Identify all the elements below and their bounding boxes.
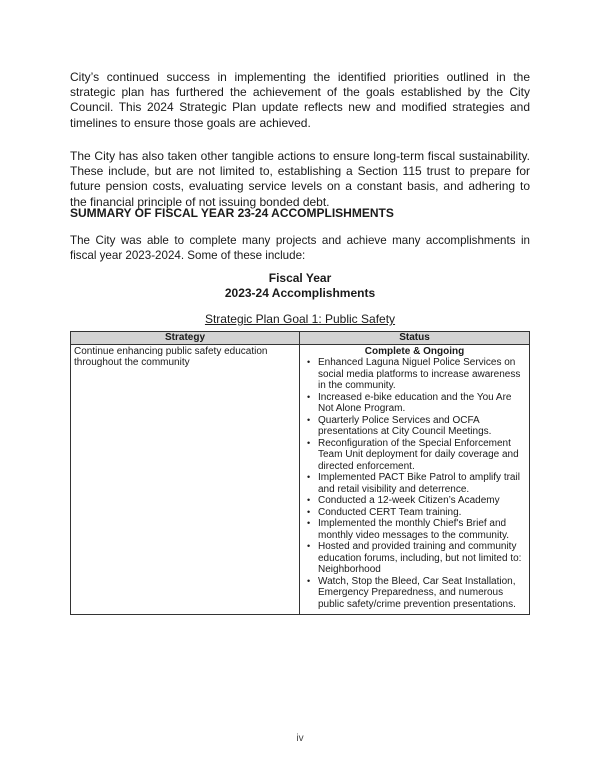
summary-paragraph: The City was able to complete many projects and achieve many accomplishments in fiscal year 2023-2024. Some of these include: bbox=[70, 234, 530, 263]
intro-paragraph-1: City’s continued success in implementing the identified priorities outlined in the strategic plan has furthered the achievement of the goals established by the City Council. This 2024 Strategic Plan update reflects new and modified strategies and timelines to ensure those goals are achieved. bbox=[70, 70, 530, 130]
bullet-icon: • bbox=[307, 391, 311, 402]
accomplishment-list bbox=[303, 357, 526, 610]
list-item bbox=[307, 437, 526, 473]
list-item-text: Hosted and provided training and community education forums, including, but not limited to: Neighborhood bbox=[318, 541, 522, 575]
table-title-line-1: Fiscal Year bbox=[268, 271, 332, 285]
accomplishments-table bbox=[70, 331, 530, 615]
list-item-text: Implemented PACT Bike Patrol to amplify trail and retail visibility and deterrence. bbox=[318, 472, 520, 495]
goal-caption: Strategic Plan Goal 1: Public Safety bbox=[204, 312, 396, 326]
list-item bbox=[307, 414, 526, 438]
section-heading: SUMMARY OF FISCAL YEAR 23-24 ACCOMPLISHMENTS bbox=[70, 206, 394, 220]
list-item-text: Watch, Stop the Bleed, Car Seat Installation, Emergency Preparedness, and numerous public safety/crime prevention presentations. bbox=[318, 575, 516, 610]
table-title-line-2: 2023-24 Accomplishments bbox=[224, 286, 376, 300]
bullet-icon: • bbox=[307, 541, 311, 551]
bullet-icon: • bbox=[307, 437, 311, 448]
bullet-icon: • bbox=[307, 357, 311, 367]
list-item bbox=[307, 575, 526, 611]
column-header-strategy: Strategy bbox=[71, 332, 300, 345]
bullet-icon: • bbox=[307, 414, 311, 425]
list-item bbox=[307, 506, 526, 519]
bullet-icon: • bbox=[307, 472, 311, 482]
page-number: iv bbox=[296, 733, 304, 744]
bullet-icon: • bbox=[307, 575, 311, 586]
table-header-row bbox=[71, 332, 530, 345]
list-item-text: Implemented the monthly Chief's Brief and monthly video messages to the community. bbox=[318, 518, 510, 541]
table-row bbox=[71, 344, 530, 615]
list-item bbox=[307, 541, 526, 576]
list-item-text: Increased e-bike education and the You Are Not Alone Program. bbox=[318, 391, 512, 414]
bullet-icon: • bbox=[307, 506, 311, 517]
list-item-text: Conducted CERT Team training. bbox=[318, 506, 462, 518]
column-header-status: Status bbox=[300, 332, 530, 345]
status-label: Complete & Ongoing bbox=[364, 345, 465, 357]
list-item bbox=[307, 472, 526, 495]
list-item bbox=[307, 495, 526, 507]
intro-paragraph-2: The City has also taken other tangible actions to ensure long-term fiscal sustainability. These include, but are not limited to, establishing a Section 115 trust to prepare for future pension costs, evaluating service levels on a constant basis, and adhering to the financial principle of not issuing bonded debt. bbox=[70, 149, 530, 209]
list-item bbox=[307, 518, 526, 541]
list-item-text: Reconfiguration of the Special Enforcement Team Unit deployment for daily coverage and directed enforcement. bbox=[318, 437, 519, 472]
strategy-cell: Continue enhancing public safety education throughout the community bbox=[71, 344, 300, 615]
list-item bbox=[307, 391, 526, 415]
list-item-text: Conducted a 12-week Citizen’s Academy bbox=[318, 495, 500, 506]
list-item-text: Enhanced Laguna Niguel Police Services on social media platforms to increase awareness in the community. bbox=[318, 357, 521, 391]
bullet-icon: • bbox=[307, 495, 311, 505]
bullet-icon: • bbox=[307, 518, 311, 528]
list-item-text: Quarterly Police Services and OCFA presentations at City Council Meetings. bbox=[318, 414, 492, 437]
list-item bbox=[307, 357, 526, 392]
status-cell bbox=[300, 344, 530, 615]
